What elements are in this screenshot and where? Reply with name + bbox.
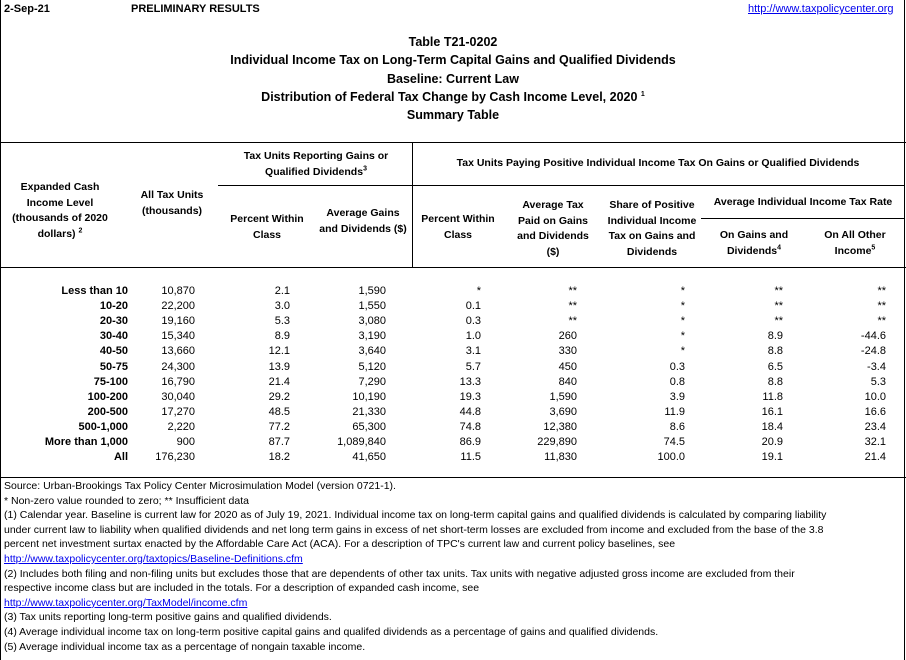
cell-pct-paying: 44.8: [459, 405, 481, 418]
cell-rate-on-other: 5.3: [870, 375, 886, 388]
cell-all-tax-units: 13,660: [161, 345, 195, 358]
cell-avg-tax: 1,590: [549, 390, 577, 403]
cell-share-of-tax: *: [680, 330, 685, 343]
col-avg-tax-paid: Average Tax Paid on Gains and Dividends ($): [517, 199, 589, 258]
row-label-income-class: 75-100: [93, 375, 128, 388]
table-summary-label: Summary Table: [406, 108, 500, 122]
col-share-of-tax: Share of Positive Individual Income Tax on Gains and Dividends: [607, 199, 697, 258]
cell-rate-on-gains: **: [774, 285, 783, 297]
table-row: [0, 390, 906, 405]
group-divider: [412, 143, 413, 268]
table-row: [0, 314, 906, 329]
cell-all-tax-units: 19,160: [161, 315, 195, 328]
cell-pct-paying: *: [476, 285, 481, 297]
cell-rate-on-other: 16.6: [864, 405, 886, 418]
cell-rate-on-other: **: [877, 315, 886, 328]
cell-pct-paying: 86.9: [459, 436, 481, 448]
row-label-income-class: 20-30: [99, 315, 128, 328]
table-id: Table T21-0202: [408, 35, 498, 49]
cell-rate-on-other: 21.4: [864, 451, 886, 464]
cell-all-tax-units: 900: [176, 436, 195, 448]
cell-rate-on-other: -44.6: [860, 330, 886, 343]
cell-avg-gains: 7,290: [358, 375, 386, 388]
cell-avg-gains: 1,550: [358, 300, 386, 313]
cell-rate-on-gains: **: [774, 300, 783, 313]
cell-pct-paying: 3.1: [465, 345, 481, 358]
cell-rate-on-gains: 18.4: [761, 420, 783, 433]
cell-avg-gains: 65,300: [352, 420, 386, 433]
cell-rate-on-gains: 8.9: [767, 330, 783, 343]
note-2-line-1: (2) Includes both filing and non-filing units but excludes those that are dependents of other tax units. Tax units with negative adjusted gross income are excluded from their: [4, 567, 795, 580]
row-label-income-class: More than 1,000: [44, 436, 128, 448]
row-label-income-class: 200-500: [87, 405, 128, 418]
cell-share-of-tax: 74.5: [663, 436, 685, 448]
cell-rate-on-gains: **: [774, 315, 783, 328]
cell-avg-gains: 21,330: [352, 405, 386, 418]
col-rate-on-other-income: On All Other Income$^5$: [824, 229, 886, 257]
cell-avg-tax: 229,890: [537, 436, 577, 448]
row-label-income-class: 40-50: [99, 345, 128, 358]
cell-rate-on-gains: 16.1: [761, 405, 783, 418]
cell-all-tax-units: 16,790: [161, 375, 195, 388]
cell-rate-on-gains: 8.8: [767, 375, 783, 388]
col-avg-gains: Average Gains and Dividends ($): [319, 207, 407, 235]
cell-pct-paying: 13.3: [459, 375, 481, 388]
cell-pct-reporting: 18.2: [268, 451, 290, 464]
cell-rate-on-gains: 8.8: [767, 345, 783, 358]
cell-pct-paying: 0.1: [465, 300, 481, 313]
col-pct-within-class-paying: Percent Within Class: [421, 213, 495, 241]
cell-share-of-tax: *: [680, 285, 685, 297]
symbol-legend-note: * Non-zero value rounded to zero; ** Insufficient data: [4, 494, 249, 507]
cell-rate-on-other: **: [877, 300, 886, 313]
tpc-website-link[interactable]: http://www.taxpolicycenter.org: [748, 3, 894, 15]
cell-pct-reporting: 48.5: [268, 405, 290, 418]
table-title: Individual Income Tax on Long-Term Capital Gains and Qualified Dividends: [230, 53, 676, 67]
table-row: [0, 329, 906, 344]
source-note: Source: Urban-Brookings Tax Policy Center Microsimulation Model (version 0721-1).: [4, 480, 396, 492]
cell-avg-gains: 10,190: [352, 390, 386, 403]
note-1-line-2: under current law to liability when qualified dividends and net long term gains in excess of net short-term losses are excluded from income and excluded from the base of the 3.8: [4, 523, 824, 536]
cell-avg-tax: 330: [558, 345, 577, 358]
cell-pct-paying: 0.3: [465, 315, 481, 328]
cell-share-of-tax: *: [680, 315, 685, 328]
row-label-income-class: 10-20: [99, 300, 128, 313]
cell-pct-reporting: 2.1: [274, 285, 290, 297]
cell-pct-reporting: 3.0: [274, 300, 290, 313]
header-bottom-rule: [0, 267, 906, 268]
cell-pct-paying: 1.0: [465, 330, 481, 343]
row-label-income-class: 30-40: [99, 330, 128, 343]
note-4: (4) Average individual income tax on long-term positive capital gains and qualifed dividends as a percentage of gains and qualified dividends.: [4, 625, 659, 638]
table-subtitle: Distribution of Federal Tax Change by Cash Income Level, 2020 $^1$: [261, 90, 645, 104]
cell-share-of-tax: 11.9: [664, 405, 685, 418]
cell-share-of-tax: *: [680, 345, 685, 358]
cell-rate-on-gains: 6.5: [767, 360, 783, 373]
row-label-income-class: 500-1,000: [78, 420, 128, 433]
note-5: (5) Average individual income tax as a percentage of nongain taxable income.: [4, 640, 366, 653]
cell-all-tax-units: 15,340: [161, 330, 195, 343]
cell-avg-tax: **: [568, 300, 577, 313]
cell-avg-gains: 1,089,840: [337, 436, 386, 448]
avg-rate-underline: [701, 218, 904, 219]
cell-avg-tax: 3,690: [549, 405, 577, 418]
cell-avg-tax: 450: [558, 360, 577, 373]
cell-avg-gains: 41,650: [352, 451, 386, 464]
cell-avg-tax: 11,830: [544, 451, 577, 464]
cell-avg-tax: 12,380: [543, 420, 577, 433]
cell-avg-gains: 1,590: [358, 285, 386, 297]
cell-rate-on-other: 23.4: [864, 420, 886, 433]
cell-pct-paying: 11.5: [460, 451, 481, 464]
cell-pct-reporting: 21.4: [268, 375, 290, 388]
cell-pct-paying: 5.7: [465, 360, 481, 373]
income-definition-link[interactable]: http://www.taxpolicycenter.org/TaxModel/income.cfm: [4, 596, 248, 609]
table-baseline: Baseline: Current Law: [387, 72, 519, 86]
cell-rate-on-other: -3.4: [867, 360, 886, 373]
cell-avg-tax: 840: [558, 375, 577, 388]
note-1-line-3: percent net investment surtax enacted by the Affordable Care Act (ACA). For a description of TPC's current law and current policy baselines, see: [4, 538, 676, 551]
table-row: [0, 375, 906, 390]
row-label-income-class: 100-200: [87, 390, 128, 403]
table-top-rule: [0, 142, 906, 143]
cell-pct-reporting: 5.3: [274, 315, 290, 328]
row-label-income-class: 50-75: [99, 360, 128, 373]
row-label-income-class: All: [113, 451, 128, 464]
cell-pct-paying: 19.3: [459, 390, 481, 403]
cell-avg-tax: **: [568, 315, 577, 328]
cell-pct-reporting: 87.7: [268, 436, 290, 448]
cell-rate-on-gains: 11.8: [762, 390, 783, 403]
cell-rate-on-other: -24.8: [860, 345, 886, 358]
table-bottom-rule: [0, 477, 906, 478]
col-group-paying: Tax Units Paying Positive Individual Income Tax On Gains or Qualified Dividends: [456, 157, 860, 169]
table-row: [0, 450, 906, 465]
group-paying-underline: [412, 185, 904, 186]
cell-avg-gains: 3,640: [358, 345, 386, 358]
cell-rate-on-other: **: [877, 285, 886, 297]
table-row: [0, 435, 906, 450]
note-1-line-1: (1) Calendar year. Baseline is current law for 2020 as of July 19, 2021. Individual income tax on long-term capital gains and qualified dividends is calculated by comparing liability: [4, 509, 827, 522]
cell-share-of-tax: 3.9: [669, 390, 685, 403]
col-all-tax-units: All Tax Units (thousands): [140, 189, 204, 217]
status-label: PRELIMINARY RESULTS: [131, 3, 260, 15]
cell-pct-reporting: 13.9: [268, 360, 290, 373]
group-reporting-underline: [218, 185, 412, 186]
cell-pct-paying: 74.8: [459, 420, 481, 433]
report-date: 2-Sep-21: [4, 3, 50, 15]
cell-all-tax-units: 17,270: [161, 405, 195, 418]
col-group-reporting: Tax Units Reporting Gains or Qualified Dividends$^3$: [243, 150, 389, 178]
col-avg-rate-group: Average Individual Income Tax Rate: [713, 196, 893, 208]
cell-avg-tax: **: [568, 285, 577, 297]
notes-section: [4, 479, 900, 654]
cell-rate-on-gains: 20.9: [761, 436, 783, 448]
table-row: [0, 405, 906, 420]
note-2-line-2: respective income class but are included in the totals. For a description of expanded cash income, see: [4, 582, 480, 595]
note-3: (3) Tax units reporting long-term positive gains and qualified dividends.: [4, 611, 332, 624]
table-row: [0, 284, 906, 299]
cell-pct-reporting: 12.1: [268, 345, 290, 358]
col-income-level: Expanded Cash Income Level (thousands of 2020 dollars) $^2$: [12, 181, 108, 240]
cell-pct-reporting: 29.2: [268, 390, 290, 403]
table-row: [0, 344, 906, 359]
cell-share-of-tax: 8.6: [669, 420, 685, 433]
cell-share-of-tax: 0.8: [669, 375, 685, 388]
cell-avg-gains: 5,120: [358, 360, 386, 373]
cell-pct-reporting: 77.2: [268, 420, 290, 433]
cell-all-tax-units: 30,040: [161, 390, 195, 403]
row-label-income-class: Less than 10: [61, 285, 128, 297]
cell-avg-gains: 3,190: [358, 330, 386, 343]
cell-avg-gains: 3,080: [358, 315, 386, 328]
table-row: [0, 360, 906, 375]
cell-share-of-tax: 0.3: [669, 360, 685, 373]
cell-all-tax-units: 176,230: [155, 451, 195, 464]
table-row: [0, 299, 906, 314]
cell-pct-reporting: 8.9: [274, 330, 290, 343]
cell-share-of-tax: *: [680, 300, 685, 313]
col-rate-on-gains: On Gains and Dividends$^4$: [719, 229, 789, 257]
cell-avg-tax: 260: [558, 330, 577, 343]
cell-all-tax-units: 10,870: [161, 285, 195, 297]
cell-all-tax-units: 2,220: [167, 420, 195, 433]
baseline-definitions-link[interactable]: http://www.taxpolicycenter.org/taxtopics/Baseline-Definitions.cfm: [4, 552, 303, 565]
cell-rate-on-gains: 19.1: [761, 451, 783, 464]
col-pct-within-class-reporting: Percent Within Class: [230, 213, 304, 241]
table-row: [0, 420, 906, 435]
cell-all-tax-units: 24,300: [161, 360, 195, 373]
cell-share-of-tax: 100.0: [657, 451, 685, 464]
cell-rate-on-other: 32.1: [864, 436, 886, 448]
cell-all-tax-units: 22,200: [161, 300, 195, 313]
cell-rate-on-other: 10.0: [864, 390, 886, 403]
